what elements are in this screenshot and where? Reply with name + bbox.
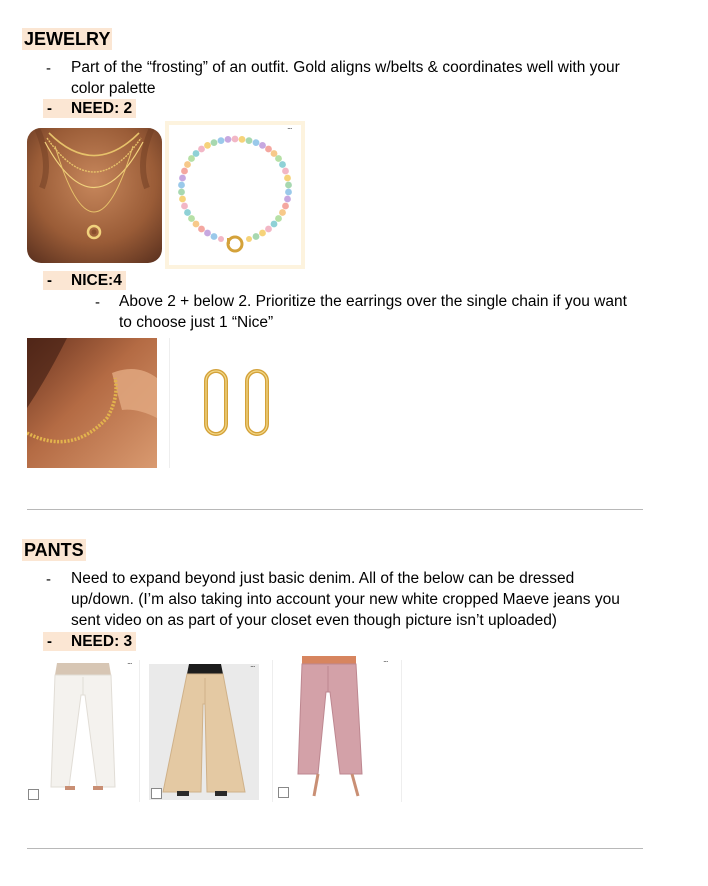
jewelry-description [71, 57, 671, 99]
image-divider [401, 660, 402, 802]
image-divider [272, 660, 273, 802]
select-checkbox[interactable] [278, 787, 289, 798]
pants-description-line2: up/down. (I’m also taking into account your new white cropped Maeve jeans you [71, 591, 620, 608]
jewelry-description-line2: color palette [71, 80, 156, 97]
section-divider [27, 848, 643, 849]
bullet-dash: - [46, 60, 51, 77]
more-options-icon[interactable]: ... [287, 121, 292, 131]
nice-note-line2: to choose just 1 “Nice” [119, 314, 274, 331]
pants-description-line3: sent video on as part of your closet even though picture isn’t uploaded) [71, 612, 557, 629]
bead-necklace-image[interactable] [165, 121, 305, 269]
jewelry-need-label: NEED: 2 [61, 99, 136, 118]
select-checkbox[interactable] [28, 789, 39, 800]
jewelry-description-line1: Part of the “frosting” of an outfit. Gold aligns w/belts & coordinates well with your [71, 59, 620, 76]
sub-bullet-dash: - [95, 294, 100, 311]
more-options-icon[interactable]: ... [383, 654, 388, 664]
pants-description-line1: Need to expand beyond just basic denim. All of the below can be dressed [71, 570, 575, 587]
pink-pants-image[interactable] [276, 656, 394, 802]
section-divider [27, 509, 643, 510]
pants-description [71, 568, 671, 631]
more-options-icon[interactable]: ... [250, 659, 255, 669]
pants-heading: PANTS [24, 540, 84, 560]
nice-note-line1: Above 2 + below 2. Prioritize the earrings over the single chain if you want [119, 293, 627, 310]
jewelry-nice-note [119, 291, 679, 333]
hoop-earrings-image[interactable] [195, 362, 280, 442]
layered-necklace-image[interactable] [27, 128, 162, 263]
jewelry-heading: JEWELRY [24, 29, 111, 49]
select-checkbox[interactable] [151, 788, 162, 799]
image-divider [139, 660, 140, 802]
nice-dash: - [43, 271, 61, 290]
image-divider [169, 338, 170, 468]
more-options-icon[interactable]: ... [127, 656, 132, 666]
white-pants-image[interactable] [27, 655, 139, 803]
pants-need-label: NEED: 3 [61, 632, 136, 651]
jewelry-nice-label: NICE:4 [61, 271, 126, 290]
beige-pants-image[interactable] [149, 664, 259, 800]
bullet-dash: - [46, 571, 51, 588]
single-chain-image[interactable] [27, 338, 157, 468]
need-dash: - [43, 99, 61, 118]
need-dash: - [43, 632, 61, 651]
